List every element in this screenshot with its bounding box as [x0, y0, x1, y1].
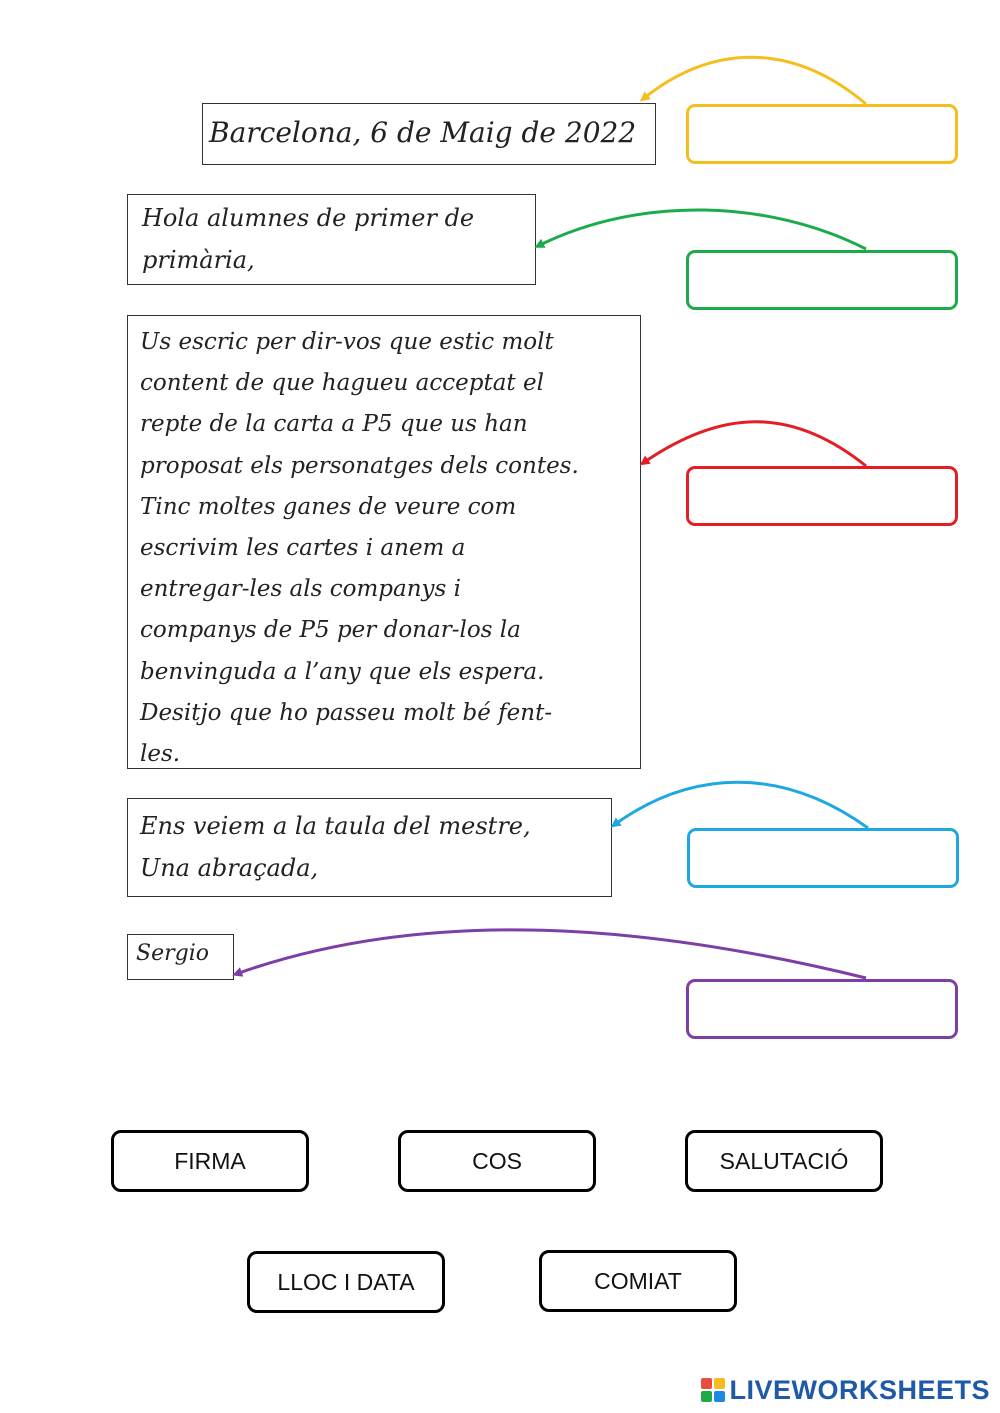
body-line: escrivim les cartes i anem a [140, 535, 466, 562]
liveworksheets-logo [701, 1375, 990, 1405]
place-date-text: Barcelona, 6 de Maig de 2022 [209, 116, 637, 149]
option-comiat[interactable]: COMIAT [539, 1250, 737, 1312]
answer-box-purple[interactable] [686, 979, 958, 1039]
body-line: benvinguda a l’any que els espera. [140, 658, 545, 685]
body-line: Desitjo que ho passeu molt bé fent- [140, 699, 553, 726]
closing-line: Una abraçada, [140, 854, 319, 882]
logo-square-icon [714, 1378, 725, 1389]
greeting-line: Hola alumnes de primer de [142, 204, 475, 232]
body-line: les. [140, 741, 181, 768]
body-line: Us escric per dir-vos que estic molt [140, 329, 554, 355]
signature-text: Sergio [136, 941, 209, 966]
option-salutacio[interactable]: SALUTACIÓ [685, 1130, 883, 1192]
closing-box [127, 798, 612, 897]
option-cos[interactable]: COS [398, 1130, 596, 1192]
arrow-purple [236, 930, 866, 978]
answer-box-green[interactable] [686, 250, 958, 310]
arrow-red [643, 422, 866, 466]
body-line: proposat els personatges dels contes. [140, 452, 579, 479]
signature-box [127, 934, 234, 980]
greeting-box [127, 194, 536, 285]
option-lloc-i-data[interactable]: LLOC I DATA [247, 1251, 445, 1313]
body-line: content de que hagueu acceptat el [140, 370, 544, 397]
logo-grid-icon [701, 1378, 725, 1402]
answer-box-yellow[interactable] [686, 104, 958, 164]
closing-line: Ens veiem a la taula del mestre, [140, 812, 531, 840]
option-firma[interactable]: FIRMA [111, 1130, 309, 1192]
arrow-green [538, 210, 866, 249]
arrow-blue [614, 782, 868, 828]
answer-box-red[interactable] [686, 466, 958, 526]
body-line: repte de la carta a P5 que us han [140, 411, 528, 438]
brand-name: LIVEWORKSHEETS [729, 1374, 990, 1405]
body-line: entregar-les als companys i [140, 576, 461, 603]
answer-box-blue[interactable] [687, 828, 959, 888]
arrow-yellow [643, 57, 866, 104]
greeting-line: primària, [142, 246, 255, 274]
body-line: companys de P5 per donar-los la [140, 617, 521, 644]
body-line: Tinc moltes ganes de veure com [140, 493, 517, 520]
body-box [127, 315, 641, 769]
logo-square-icon [701, 1391, 712, 1402]
logo-square-icon [714, 1391, 725, 1402]
place-date-box [202, 103, 656, 165]
logo-square-icon [701, 1378, 712, 1389]
